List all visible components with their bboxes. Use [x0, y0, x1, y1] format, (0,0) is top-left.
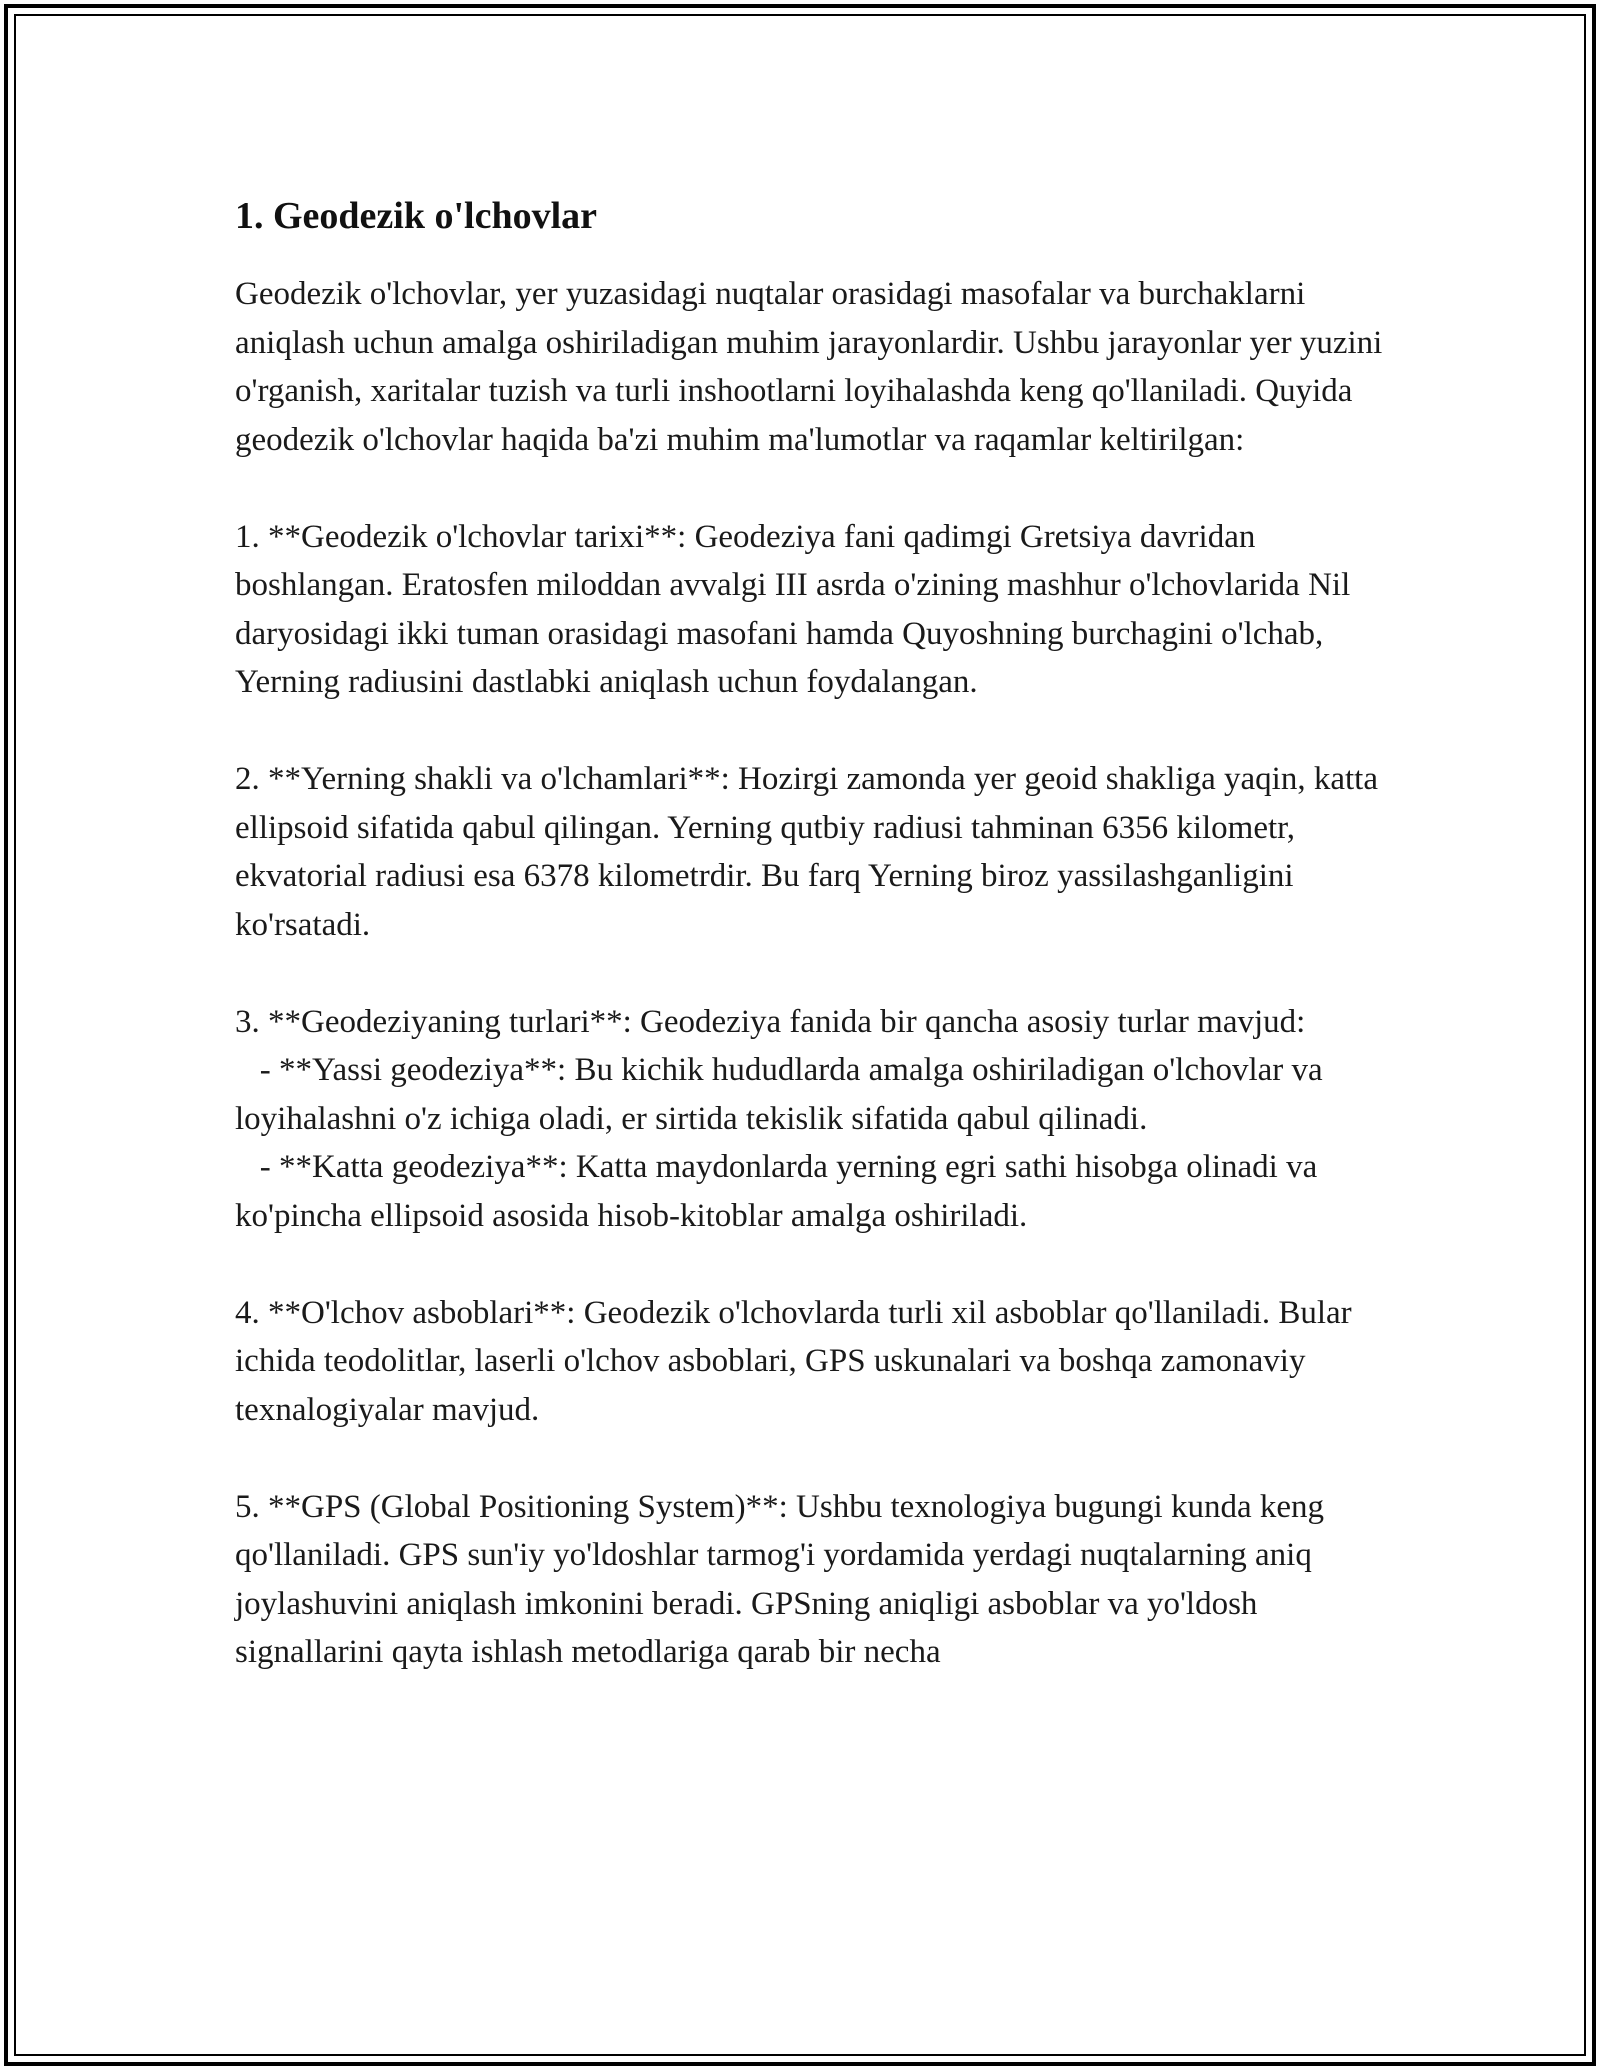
paragraph-gap [235, 464, 1385, 513]
paragraph-gap [235, 1240, 1385, 1289]
list-item-earth-shape: 2. **Yerning shakli va o'lchamlari**: Hozirgi zamonda yer geoid shakliga yaqin, katta ellipsoid sifatida qabul qilingan. Yerning qutbiy radiusi tahminan 6356 kilometr, ekvatorial radiusi esa 6378 kilometrdir. Bu farq Yerning biroz yassilashganligini ko'rsatadi. [235, 761, 1387, 943]
intro-paragraph: Geodezik o'lchovlar, yer yuzasidagi nuqtalar orasidagi masofalar va burchaklarni aniqlash uchun amalga oshiriladigan muhim jarayonlardir. Ushbu jarayonlar yer yuzini o'rganish, xaritalar tuzish va turli inshootlarni loyihalashda keng qo'llaniladi. Quyida geodezik o'lchovlar haqida ba'zi muhim ma'lumotlar va raqamlar keltirilgan: [235, 276, 1391, 458]
list-item-instruments: 4. **O'lchov asboblari**: Geodezik o'lchovlarda turli xil asboblar qo'llaniladi. Bular ichida teodolitlar, laserli o'lchov asboblari, GPS uskunalari va boshqa zamonaviy texnalogiyalar mavjud. [235, 1294, 1360, 1428]
list-item-gps: 5. **GPS (Global Positioning System)**: Ushbu texnologiya bugungi kunda keng qo'llaniladi. GPS sun'iy yo'ldoshlar tarmog'i yordamida yerdagi nuqtalarning aniq joylashuvini aniqlash imkonini beradi. GPSning aniqligi asboblar va yo'ldosh signallarini qayta ishlash metodlariga qarab bir necha [235, 1488, 1333, 1670]
sub-item-large-geodesy: - **Katta geodeziya**: Katta maydonlarda yerning egri sathi hisobga olinadi va ko'pincha ellipsoid asosida hisob-kitoblar amalga oshiriladi. [235, 1149, 1326, 1234]
sub-item-plane-geodesy: - **Yassi geodeziya**: Bu kichik hududlarda amalga oshiriladigan o'lchovlar va loyihalashni o'z ichiga oladi, er sirtida tekislik sifatida qabul qilinadi. [235, 1052, 1331, 1137]
paragraph-gap [235, 707, 1385, 756]
list-item-history: 1. **Geodezik o'lchovlar tarixi**: Geodeziya fani qadimgi Gretsiya davridan boshlangan. Eratosfen miloddan avvalgi III asrda o'zining mashhur o'lchovlarida Nil daryosidagi ikki tuman orasidagi masofani hamda Quyoshning burchagini o'lchab, Yerning radiusini dastlabki aniqlash uchun foydalangan. [235, 518, 1359, 700]
document-title: 1. Geodezik o'lchovlar [235, 195, 598, 237]
document-body [235, 190, 1391, 1677]
paragraph-gap [235, 1434, 1385, 1483]
paragraph-gap [235, 949, 1385, 998]
list-item-geodesy-types: 3. **Geodeziyaning turlari**: Geodeziya fanida bir qancha asosiy turlar mavjud: [235, 1003, 1306, 1040]
